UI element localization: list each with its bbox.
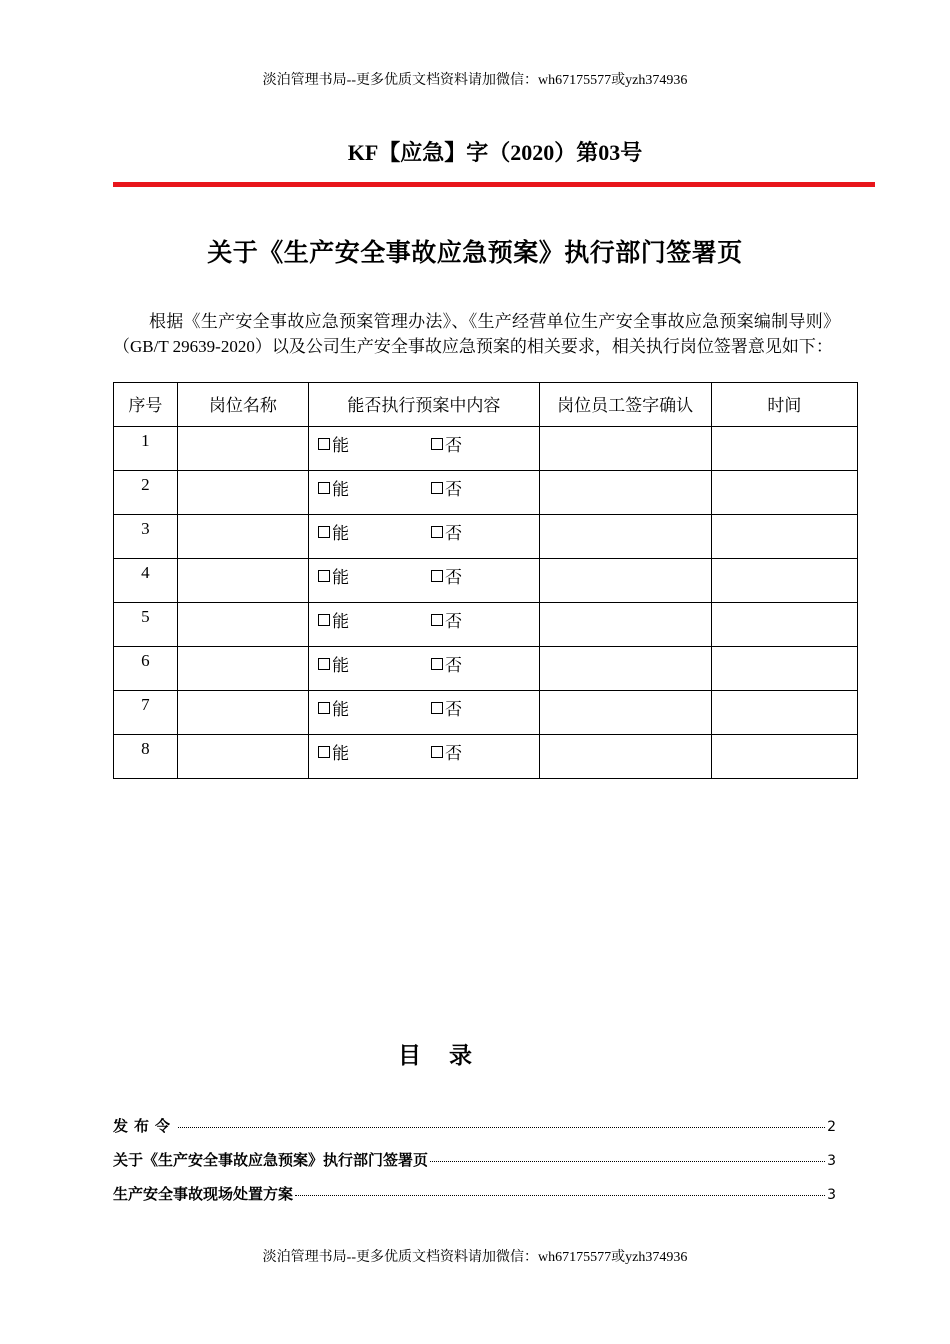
- signature-cell[interactable]: [539, 515, 711, 559]
- toc-entry[interactable]: [113, 1149, 836, 1183]
- post-name-cell[interactable]: [177, 735, 308, 779]
- row-seq: 8: [114, 735, 178, 779]
- execute-option-cell: [309, 647, 540, 691]
- footer-note: 淡泊管理书局--更多优质文档资料请加微信：wh67175577或yzh374936: [262, 1250, 688, 1265]
- time-cell[interactable]: [711, 647, 857, 691]
- checkbox-icon[interactable]: [431, 746, 443, 758]
- post-name-cell[interactable]: [177, 559, 308, 603]
- time-cell[interactable]: [711, 559, 857, 603]
- table-header-row: [114, 383, 858, 427]
- checkbox-icon[interactable]: [431, 658, 443, 670]
- time-cell[interactable]: [711, 603, 857, 647]
- option-yes[interactable]: [318, 739, 431, 764]
- table-row: [114, 691, 858, 735]
- post-name-cell[interactable]: [177, 471, 308, 515]
- option-no[interactable]: [431, 519, 462, 544]
- table-row: [114, 471, 858, 515]
- checkbox-icon[interactable]: [318, 702, 330, 714]
- signature-cell[interactable]: [539, 735, 711, 779]
- toc-entry-page: 2: [827, 1119, 836, 1135]
- signature-table: [113, 382, 858, 779]
- signature-cell[interactable]: [539, 559, 711, 603]
- post-name-cell[interactable]: [177, 427, 308, 471]
- row-seq: 1: [114, 427, 178, 471]
- execute-option-cell: [309, 735, 540, 779]
- checkbox-icon[interactable]: [431, 570, 443, 582]
- time-cell[interactable]: [711, 427, 857, 471]
- checkbox-icon[interactable]: [318, 482, 330, 494]
- option-no[interactable]: [431, 695, 462, 720]
- option-no[interactable]: [431, 651, 462, 676]
- post-name-cell[interactable]: [177, 603, 308, 647]
- row-seq: 4: [114, 559, 178, 603]
- option-yes[interactable]: [318, 431, 431, 456]
- toc-entry[interactable]: [113, 1183, 836, 1217]
- table-row: [114, 427, 858, 471]
- post-name-cell[interactable]: [177, 691, 308, 735]
- red-divider: [113, 182, 875, 187]
- time-cell[interactable]: [711, 515, 857, 559]
- document-number: KF【应急】字（2020）第03号: [347, 140, 643, 165]
- checkbox-icon[interactable]: [431, 482, 443, 494]
- option-no-label: 否: [445, 568, 463, 587]
- header-post-name: 岗位名称: [177, 383, 308, 427]
- header-signature: 岗位员工签字确认: [539, 383, 711, 427]
- toc-entry-label: 发布令: [113, 1117, 177, 1135]
- toc-leader-dots: [178, 1127, 825, 1128]
- execute-option-cell: [309, 427, 540, 471]
- option-yes[interactable]: [318, 519, 431, 544]
- header-can-execute: 能否执行预案中内容: [309, 383, 540, 427]
- checkbox-icon[interactable]: [431, 438, 443, 450]
- option-yes[interactable]: [318, 563, 431, 588]
- toc-leader-dots: [430, 1161, 825, 1162]
- table-row: [114, 559, 858, 603]
- option-no[interactable]: [431, 607, 462, 632]
- checkbox-icon[interactable]: [318, 570, 330, 582]
- execute-option-cell: [309, 515, 540, 559]
- row-seq: 6: [114, 647, 178, 691]
- option-no-label: 否: [445, 436, 463, 455]
- option-yes-label: 能: [332, 656, 350, 675]
- intro-paragraph: 根据《生产安全事故应急预案管理办法》、《生产经营单位生产安全事故应急预案编制导则》（GB/T 29639-2020）以及公司生产安全事故应急预案的相关要求，相关执行岗位签署意见如下：: [113, 312, 840, 356]
- option-no-label: 否: [445, 480, 463, 499]
- post-name-cell[interactable]: [177, 515, 308, 559]
- execute-option-cell: [309, 559, 540, 603]
- toc-entry-label: 关于《生产安全事故应急预案》执行部门签署页: [113, 1151, 429, 1169]
- option-no-label: 否: [445, 612, 463, 631]
- option-no-label: 否: [445, 524, 463, 543]
- option-no-label: 否: [445, 656, 463, 675]
- table-of-contents: [113, 1115, 836, 1217]
- signature-cell[interactable]: [539, 471, 711, 515]
- option-no[interactable]: [431, 563, 462, 588]
- option-no-label: 否: [445, 700, 463, 719]
- option-yes-label: 能: [332, 700, 350, 719]
- toc-entry[interactable]: [113, 1115, 836, 1149]
- signature-cell[interactable]: [539, 647, 711, 691]
- checkbox-icon[interactable]: [318, 526, 330, 538]
- execute-option-cell: [309, 603, 540, 647]
- option-no[interactable]: [431, 431, 462, 456]
- toc-entry-page: 3: [827, 1153, 836, 1169]
- option-yes-label: 能: [332, 612, 350, 631]
- time-cell[interactable]: [711, 735, 857, 779]
- header-time: 时间: [711, 383, 857, 427]
- option-yes-label: 能: [332, 568, 350, 587]
- table-row: [114, 603, 858, 647]
- row-seq: 2: [114, 471, 178, 515]
- header-note: 淡泊管理书局--更多优质文档资料请加微信：wh67175577或yzh374936: [262, 73, 688, 88]
- row-seq: 5: [114, 603, 178, 647]
- checkbox-icon[interactable]: [431, 526, 443, 538]
- checkbox-icon[interactable]: [318, 658, 330, 670]
- execute-option-cell: [309, 471, 540, 515]
- option-no[interactable]: [431, 475, 462, 500]
- time-cell[interactable]: [711, 691, 857, 735]
- option-yes[interactable]: [318, 607, 431, 632]
- row-seq: 3: [114, 515, 178, 559]
- checkbox-icon[interactable]: [318, 614, 330, 626]
- option-yes-label: 能: [332, 480, 350, 499]
- execute-option-cell: [309, 691, 540, 735]
- toc-title: 目 录: [397, 1043, 472, 1069]
- checkbox-icon[interactable]: [431, 614, 443, 626]
- header-seq: 序号: [114, 383, 178, 427]
- toc-entry-label: 生产安全事故现场处置方案: [113, 1185, 294, 1203]
- signature-cell[interactable]: [539, 691, 711, 735]
- signature-cell[interactable]: [539, 427, 711, 471]
- option-yes-label: 能: [332, 436, 350, 455]
- option-yes-label: 能: [332, 744, 350, 763]
- checkbox-icon[interactable]: [318, 746, 330, 758]
- table-row: [114, 647, 858, 691]
- option-no[interactable]: [431, 739, 462, 764]
- row-seq: 7: [114, 691, 178, 735]
- post-name-cell[interactable]: [177, 647, 308, 691]
- checkbox-icon[interactable]: [318, 438, 330, 450]
- table-row: [114, 735, 858, 779]
- option-yes[interactable]: [318, 695, 431, 720]
- signature-cell[interactable]: [539, 603, 711, 647]
- option-yes[interactable]: [318, 651, 431, 676]
- page-title: 关于《生产安全事故应急预案》执行部门签署页: [207, 238, 743, 267]
- table-row: [114, 515, 858, 559]
- toc-entry-page: 3: [827, 1187, 836, 1203]
- checkbox-icon[interactable]: [431, 702, 443, 714]
- option-yes[interactable]: [318, 475, 431, 500]
- toc-leader-dots: [295, 1195, 825, 1196]
- time-cell[interactable]: [711, 471, 857, 515]
- option-yes-label: 能: [332, 524, 350, 543]
- option-no-label: 否: [445, 744, 463, 763]
